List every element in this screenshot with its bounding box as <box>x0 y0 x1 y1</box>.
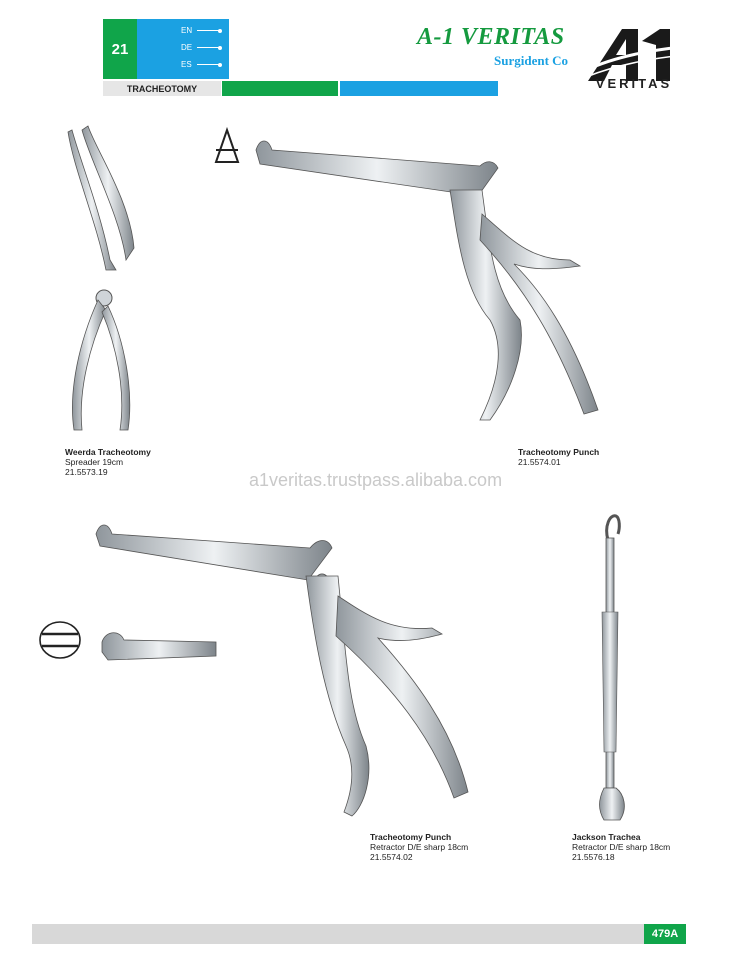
jaw-tip-diagram-icon <box>214 128 240 172</box>
page-number: 479A <box>644 924 686 944</box>
product-name: Tracheotomy Punch <box>370 832 452 842</box>
language-selector <box>137 19 229 79</box>
section-color-bar-green <box>222 81 338 96</box>
jackson-retractor-image <box>590 512 634 826</box>
section-title: TRACHEOTOMY <box>103 81 221 96</box>
product-name: Jackson Trachea <box>572 832 641 842</box>
product-code: 21.5574.02 <box>370 852 413 862</box>
language-option-de[interactable] <box>181 43 222 52</box>
product-code: 21.5576.18 <box>572 852 615 862</box>
weerda-spreader-image <box>60 120 150 440</box>
chapter-number: 21 <box>103 19 137 79</box>
product-code: 21.5573.19 <box>65 467 108 477</box>
connector-line <box>197 30 219 31</box>
brand-name: A-1 VERITAS <box>417 24 565 50</box>
section-color-bar-blue <box>340 81 498 96</box>
connector-line <box>197 47 219 48</box>
product-caption-punch-02 <box>370 832 468 862</box>
product-name: Weerda Tracheotomy <box>65 447 151 457</box>
watermark: a1veritas.trustpass.alibaba.com <box>248 470 503 490</box>
language-option-es[interactable] <box>181 60 222 69</box>
tracheotomy-punch-01-image <box>250 130 610 440</box>
bullet-dot <box>218 46 222 50</box>
product-caption-jackson <box>572 832 670 862</box>
product-description: Spreader 19cm <box>65 457 124 467</box>
bullet-dot <box>218 29 222 33</box>
brand-subtitle: Surgident Co <box>494 53 569 68</box>
product-caption-punch-01 <box>518 447 599 467</box>
bullet-dot <box>218 63 222 67</box>
logo-text: VERITAS <box>595 76 673 91</box>
product-name: Tracheotomy Punch <box>518 447 600 457</box>
tracheotomy-punch-02-image <box>92 516 472 826</box>
language-label: ES <box>181 60 192 69</box>
connector-line <box>197 64 219 65</box>
language-option-en[interactable] <box>181 26 222 35</box>
product-description: Retractor D/E sharp 18cm <box>370 842 469 852</box>
language-label: EN <box>181 26 193 35</box>
product-description: Retractor D/E sharp 18cm <box>572 842 671 852</box>
language-label: DE <box>181 43 193 52</box>
product-code: 21.5574.01 <box>518 457 561 467</box>
footer-bar <box>32 924 644 944</box>
